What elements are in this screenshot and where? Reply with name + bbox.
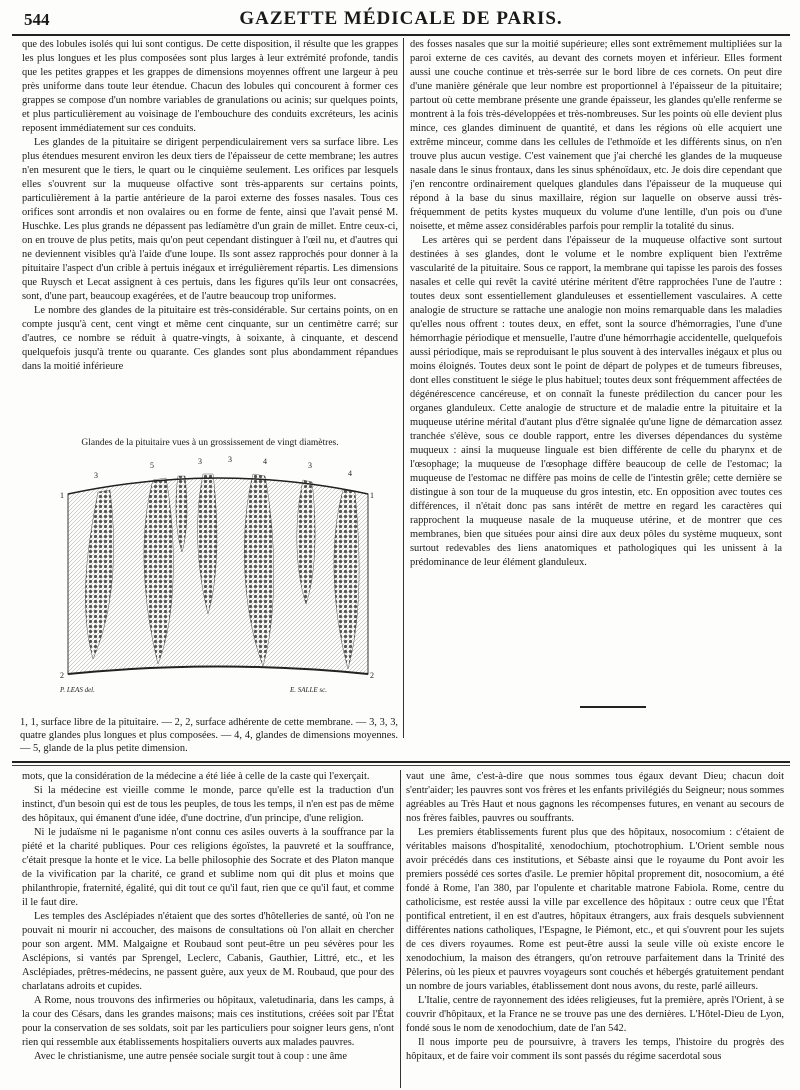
paragraph: des fosses nasales que sur la moitié supérieure; elles sont extrêmement multipliées sur la paroi externe de ces cavités, au devant des cornets moyen et inférieur. Elles forment aussi une couche continue et très-serrée sur le bord libre de ces cornets. On peut dire d'une manière générale que leur nombre est proportionnel à l'épaisseur de la pituitaire; partout où cette membrane présente une grande épaisseur, les glandes qu'elle renferme se montrent à la fois très-développées et très-nombreuses. Sur les points où elle devient plus mince, ces glandes diminuent de quantité, et dans les régions où elle acquiert une extrême minceur, comme dans les cellules de l'ethmoïde et les différents sinus, on n'en trouve plus aucun vestige. C'est vainement que j'ai cherché les glandes de la muqueuse nasale dans le sinus frontaux, dans les sinus sphénoïdaux, etc. Je dois dire cependant que j'en rencontre ordinairement quelques glandules dans l'épaisseur de la muqueuse qui répond à la base du sinus maxillaire, région sur laquelle on observe aussi très-fréquemment de petits kystes muqueux du volume d'une lentille, d'un pois ou d'une noisette, et même assez considérables parfois pour remplir la totalité du sinus. — [410, 39, 782, 232]
engraver-signature: P. LEAS del. — [60, 686, 95, 694]
paragraph: que des lobules isolés qui lui sont contigus. De cette disposition, il résulte que les grappes les plus longues et les plus composées sont plus larges à leur extrémité profonde, tandis que les petites grappes et les grappes de dimensions moyennes offrent une largeur à peu près uniforme dans toute leur étendue. Chacun des lobules qui concourent à former ces grappes se compose d'un nombre variables de granulations ou acinis; sur quelques points, et plus particulièrement au voisinage de l'embouchure des conduits excréteurs, les acinis reposent immédiatement sur ces conduits. — [22, 39, 398, 134]
paragraph: Les artères qui se perdent dans l'épaisseur de la muqueuse olfactive sont surtout destinées à ses glandes, dont le volume et le nombre expliquent bien l'extrême vascularité de la pituitaire. Sous ce rapport, la membrane qui tapisse les parois des fosses nasales et celle qui revêt la cavité utérine méritent d'être rapprochées l'une de l'autre : toutes deux sont essentiellement glanduleuses et essentiellement vasculaires. A cette analogie de structure se rattache une analogie non moins remarquable dans les maladies qu'elles nous offrent : toutes deux, en effet, sont la source d'hémorragies, l'une d'une hémorrhagie périodique et mensuelle, l'autre d'une hémorrhagie accidentelle, quelquefois aussi périodique, mais se reproduisant le plus souvent à des intervalles inégaux et plus ou moins éloignés. Toutes deux sont le point de départ de polypes et de tumeurs fibreuses, dont elles constituent le siége le plus habituel; toutes deux sont fréquemment affectées de dégénérescence cancéreuse, et on connaît la funeste prédilection du cancer pour les organes glanduleux. Cette analogie de structure et de maladie entre la pituitaire et la muqueuse utérine mérital d'autant plus d'être signalée qu'une ligne de démarcation assez tranchée s'élève, sous ce double rapport, entre les diverses dépendances du système muqueux : ainsi la muqueuse linguale est bien différente de celle du pharynx et de l'œsophage; la muqueuse de l'œsophage diffère beaucoup de celle de l'estomac; la muqueuse de l'estomac ne diffère pas moins de celle de l'intestin grêle; cette dernière se distingue à son tour de la muqueuse du gros intestin, etc. En opposition avec toutes ces différences, il n'était donc pas sans intérêt de mettre en regard les caractères qui rapprochent la muqueuse nasale de la muqueuse utérine, et de montrer que ces membranes, bien que situées pour ainsi dire aux deux pôles du système muqueux, sont surtout redevables des liens anatomiques et pathologiques qui les unissent à la prédominance de leur élément glanduleux. — [410, 235, 782, 568]
feuilleton-rule — [12, 765, 790, 766]
paragraph: Les glandes de la pituitaire se dirigent perpendiculairement vers sa surface libre. Les plus étendues mesurent environ les deux tiers de l'épaisseur de cette membrane; les autres n'en mesurent que le tiers, le quart ou le cinquième seulement. Les orifices par lesquels elles s'ouvrent sur la muqueuse olfactive sont très-apparents sur certains points, particulièrement à la partie antérieure de la paroi externe des fosses nasales. Tous ces orifices sont arrondis et non ovalaires ou en forme de fente, ainsi que l'avait pensé M. Huschke. Les plus grands ne dépassent pas ledíamètre d'un grain de millet. Entre ceux-ci, on en trouve de plus petits, mais qu'on peut cependant distinguer à l'œil nu, et d'autres qui ne deviennent visibles qu'à l'aide d'une loupe. Ils sont assez rapprochés pour donner à la pituitaire l'aspect d'un crible à pertuis inégaux et irrégulièrement répartis. Les dimensions que Ruysch et Lecat assignent à ces pertuis, dans les figures qu'ils leur ont consacrées, sont, d'une part, beaucoup exagérées, et de l'autre beaucoup trop uniformes. — [22, 137, 398, 302]
figure-label: 3 — [228, 455, 232, 464]
paragraph: Le nombre des glandes de la pituitaire est très-considérable. Sur certains points, on en compte jusqu'à cent, cent vingt et même cent cinquante, sur un centimètre carré; sur d'autres, ce nombre se réduit à quatre-vingts, à soixante, à cinquante, et descend quelquefois jusqu'à trente ou quarante. Ces glandes sont plus abondamment répandues dans la moitié inférieure — [22, 305, 398, 372]
paragraph: mots, que la considération de la médecine a été liée à celle de la caste qui l'exerçait. — [22, 771, 370, 782]
figure-label: 3 — [94, 471, 98, 480]
engraver-signature: E. SALLE sc. — [290, 686, 327, 694]
paragraph: Il nous importe peu de poursuivre, à travers les temps, l'histoire du progrès des hôpitaux, et de faire voir comment ils sont passés du régime sacerdotal sous — [406, 1037, 784, 1062]
journal-title: GAZETTE MÉDICALE DE PARIS. — [239, 8, 563, 29]
page-number: 544 — [24, 10, 50, 29]
column-rule — [403, 38, 404, 738]
figure-label: 1 — [60, 491, 64, 500]
gland-illustration — [58, 454, 378, 694]
figure-label: 3 — [308, 461, 312, 470]
figure-label: 1 — [370, 491, 374, 500]
column-rule — [400, 770, 401, 1088]
figure-label: 2 — [60, 671, 64, 680]
page-header — [12, 4, 790, 36]
figure-label: 4 — [263, 457, 267, 466]
figure-label: 5 — [150, 461, 154, 470]
figure-label: 2 — [370, 671, 374, 680]
paragraph: Ni le judaïsme ni le paganisme n'ont connu ces asiles ouverts à la souffrance par la piété et la charité publiques. Pour ces religions égoïstes, la pauvreté et la souffrance, c'était presque la honte et le vice. La belle philosophie des Socrate et des Platon manque de la vivification par la charité, ce grand et sublime nom qui dit plus et moins que philanthropie, fraternité, égalité, qui dit tout ce qu'il faut, rien que ce qu'il faut, et comme il le faut dire. — [22, 827, 394, 908]
top-right-column — [410, 38, 782, 658]
figure-caption: 1, 1, surface libre de la pituitaire. — 2, 2, surface adhérente de cette membrane. — 3, 3, 3, quatre glandes plus longues et plus composées. — 4, 4, glandes de dimensions moyennes. — 5, glande de la plus petite dimension. — [20, 717, 398, 754]
paragraph: Les temples des Asclépiades n'étaient que des sortes d'hôtelleries de santé, où l'on ne pouvait ni mourir ni accoucher, des maisons de consultations où l'on allait en chercher pour son argent. MM. Malgaigne et Roubaud sont peut-être un peu sévères pour les Asclépions, si vantés par Sprengel, Leclerc, Cabanis, Gauthier, Littré, etc., et les Asclépiades, prêtres-médecins, ne passent guère, aux yeux de M. Roubaud, que pour des charlatans adroits et cupides. — [22, 911, 394, 992]
tissue-section — [68, 478, 368, 674]
section-divider — [580, 706, 646, 708]
bottom-right-column — [406, 770, 784, 1090]
figure-label: 4 — [348, 469, 352, 478]
figure-label: 3 — [198, 457, 202, 466]
figure-title: Glandes de la pituitaire vues à un grossissement de vingt diamètres. — [81, 438, 339, 448]
bottom-left-column — [22, 770, 394, 1090]
figure — [20, 430, 400, 760]
top-left-column — [22, 38, 398, 428]
paragraph: Avec le christianisme, une autre pensée sociale surgit tout à coup : une âme — [34, 1051, 347, 1062]
feuilleton-rule — [12, 761, 790, 763]
paragraph: Si la médecine est vieille comme le monde, parce qu'elle est la traduction d'un instinct, d'un besoin qui est de tous les peuples, de tous les temps, il n'en est pas de même des hôpitaux, qui émanent d'une idée, d'une doctrine, d'un principe, d'une religion. — [22, 785, 394, 824]
paragraph: vaut une âme, c'est-à-dire que nous sommes tous égaux devant Dieu; chacun doit s'entr'aider; les pauvres sont vos frères et les enfants privilégiés du Seigneur; nous sommes agréables au Très Haut et nous gagnons les récompenses futures, en venant au secours de nos frères faibles, pauvres ou souffrants. — [406, 771, 784, 824]
paragraph: L'Italie, centre de rayonnement des idées religieuses, fut la première, après l'Orient, à se couvrir d'hôpitaux, et la France ne se trouve pas une des dernières. L'Hôtel-Dieu de Lyon, fondé sous le nom de xenodochium, date de l'an 542. — [406, 995, 784, 1034]
paragraph: Les premiers établissements furent plus que des hôpitaux, nosocomium : c'étaient de véritables maisons d'hospitalité, xenodochium, ptochotrophium. L'Orient semble nous avoir précédés dans ces institutions, et Sébaste ainsi que le royaume du Pont avoir les premiers possédé ces sortes d'asile. Le premier hôpital proprement dit, nosocomium, a été fondé à Rome, l'an 380, par l'opulente et charitable matrone Fabiola. Rome, centre du catholicisme, est restée aussi la ville par excellence des hôpitaux : outre ceux que l'État pontifical entretient, il en est d'autres, hôpitaux étrangers, aux frais desquels subviennent différentes nations catholiques, l'Espagne, le Piémont, etc., et qui s'ouvrent pour les sujets de ces divers royaumes. Rome est peut-être aussi la seule ville où existe encore le xenodochium, la maison des étrangers, qu'on retrouve parfaitement dans la Trinité des Pèlerins, où les pieux et pauvres voyageurs sont couchés et hébergés gratuitement pendant un nombre de jours variables, établissement dont nous avons, du reste, parlé ailleurs. — [406, 827, 784, 992]
paragraph: A Rome, nous trouvons des infirmeries ou hôpitaux, valetudinaria, dans les camps, à la cour des Césars, dans les grandes maisons; mais ces institutions, créées soit par l'État pour la conservation de ses soldats, soit par les particuliers pour soigner leurs gens, n'ont rien qui ressemble aux établissements hospitaliers ouverts aux malades pauvres. — [22, 995, 394, 1048]
